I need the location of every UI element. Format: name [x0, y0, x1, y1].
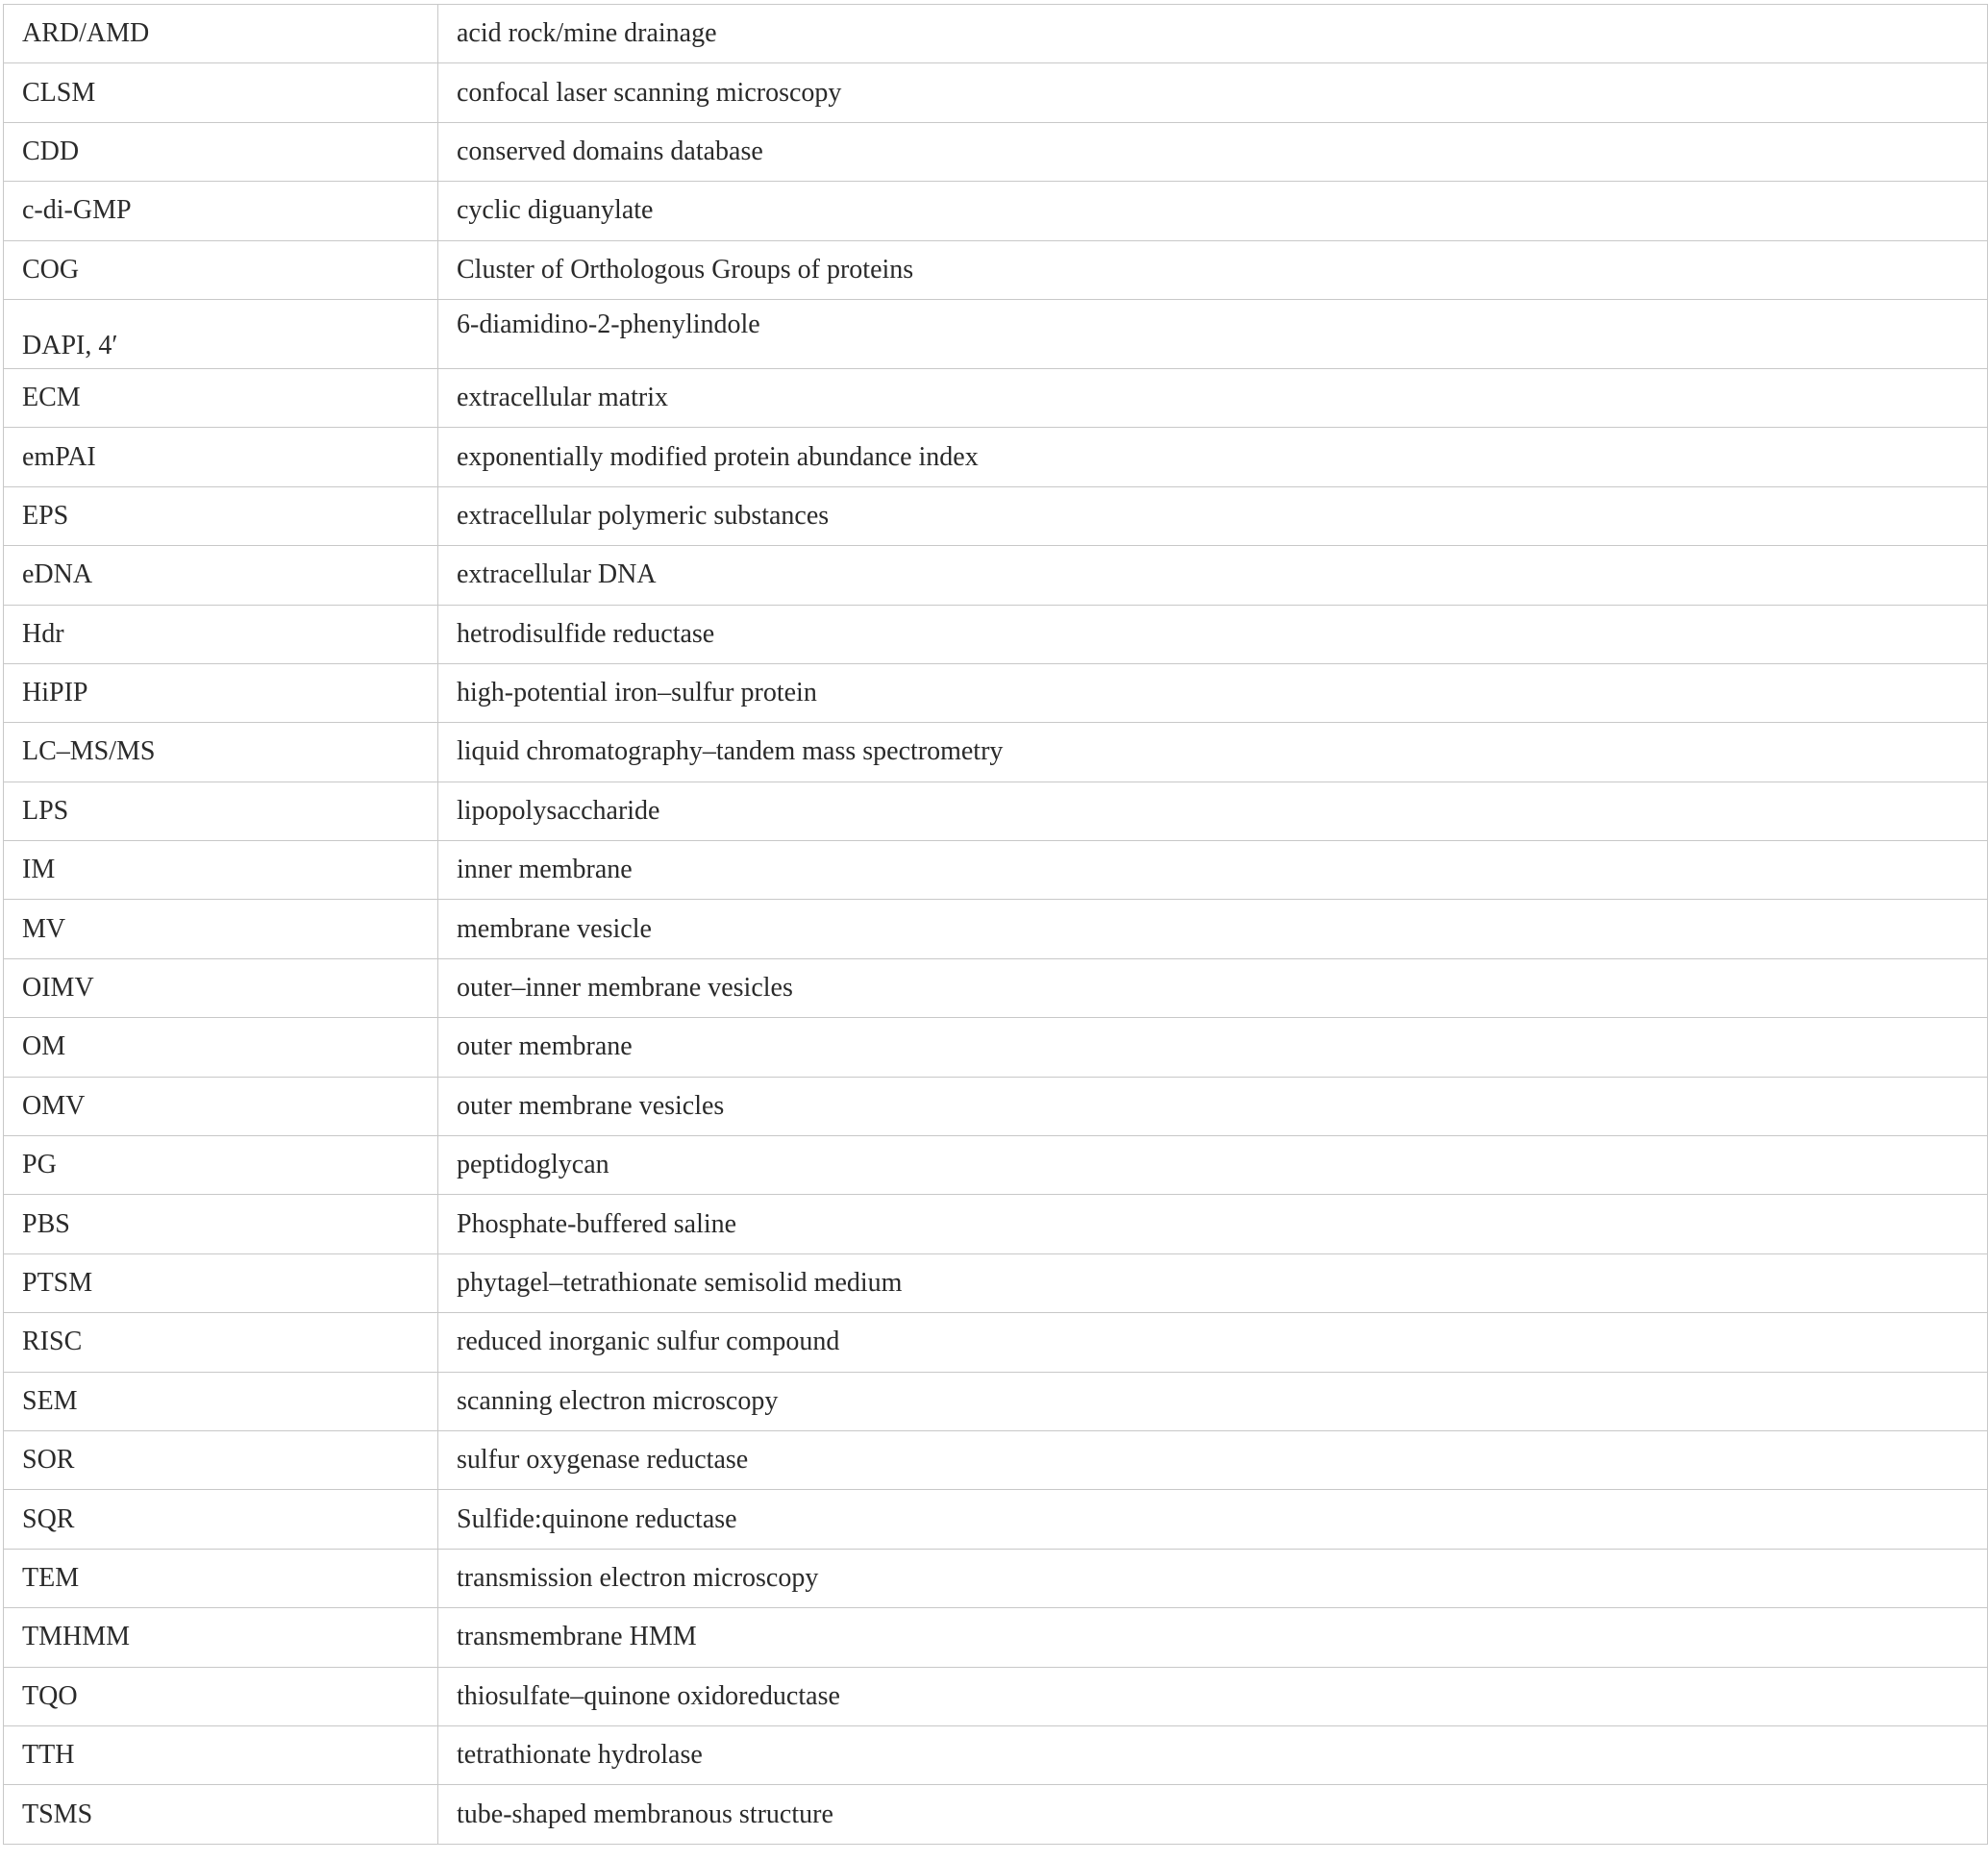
table-row [4, 1372, 1988, 1430]
table-row [4, 63, 1988, 122]
table-row [4, 1667, 1988, 1725]
definition-cell: scanning electron microscopy [438, 1372, 1988, 1430]
definition-cell: tetrathionate hydrolase [438, 1725, 1988, 1784]
definition-cell: thiosulfate–quinone oxidoreductase [438, 1667, 1988, 1725]
abbreviation-cell: TEM [4, 1549, 438, 1607]
abbreviation-cell: OM [4, 1018, 438, 1077]
definition-cell: extracellular polymeric substances [438, 486, 1988, 545]
abbreviation-cell: TSMS [4, 1785, 438, 1844]
abbreviation-cell: Hdr [4, 605, 438, 663]
abbreviation-cell: emPAI [4, 428, 438, 486]
table-row [4, 1195, 1988, 1253]
definition-cell: phytagel–tetrathionate semisolid medium [438, 1253, 1988, 1312]
definition-cell: acid rock/mine drainage [438, 5, 1988, 63]
definition-cell: outer–inner membrane vesicles [438, 958, 1988, 1017]
table-row [4, 299, 1988, 368]
abbreviations-table [3, 4, 1988, 1845]
table-row [4, 1490, 1988, 1549]
table-row [4, 182, 1988, 240]
definition-cell: confocal laser scanning microscopy [438, 63, 1988, 122]
definition-cell: peptidoglycan [438, 1136, 1988, 1195]
table-row [4, 1136, 1988, 1195]
abbreviation-cell: SQR [4, 1490, 438, 1549]
definition-cell: liquid chromatography–tandem mass spectrometry [438, 723, 1988, 782]
definition-cell: 6-diamidino-2-phenylindole [438, 299, 1988, 368]
table-row [4, 841, 1988, 900]
abbreviation-cell: HiPIP [4, 663, 438, 722]
table-row [4, 1785, 1988, 1844]
definition-cell: transmembrane HMM [438, 1608, 1988, 1667]
abbreviation-cell: TMHMM [4, 1608, 438, 1667]
abbreviation-cell: TQO [4, 1667, 438, 1725]
table-row [4, 1430, 1988, 1489]
abbreviation-cell: SOR [4, 1430, 438, 1489]
abbreviation-cell: DAPI, 4′ [4, 299, 438, 368]
table-row [4, 546, 1988, 605]
abbreviation-cell: OIMV [4, 958, 438, 1017]
table-row [4, 1313, 1988, 1372]
abbreviation-cell: RISC [4, 1313, 438, 1372]
table-row [4, 1077, 1988, 1135]
definition-cell: hetrodisulfide reductase [438, 605, 1988, 663]
table-row [4, 663, 1988, 722]
table-row [4, 428, 1988, 486]
abbreviation-cell: ARD/AMD [4, 5, 438, 63]
abbreviation-cell: PG [4, 1136, 438, 1195]
definition-cell: extracellular DNA [438, 546, 1988, 605]
table-row [4, 782, 1988, 840]
abbreviation-cell: CLSM [4, 63, 438, 122]
abbreviation-cell: CDD [4, 122, 438, 181]
definition-cell: sulfur oxygenase reductase [438, 1430, 1988, 1489]
definition-cell: Phosphate-buffered saline [438, 1195, 1988, 1253]
abbreviation-cell: PTSM [4, 1253, 438, 1312]
definition-cell: extracellular matrix [438, 368, 1988, 427]
abbreviation-cell: IM [4, 841, 438, 900]
definition-cell: exponentially modified protein abundance index [438, 428, 1988, 486]
definition-cell: lipopolysaccharide [438, 782, 1988, 840]
abbreviation-cell: LPS [4, 782, 438, 840]
abbreviation-cell: LC–MS/MS [4, 723, 438, 782]
table-row [4, 1725, 1988, 1784]
definition-cell: outer membrane vesicles [438, 1077, 1988, 1135]
table-row [4, 1608, 1988, 1667]
definition-cell: outer membrane [438, 1018, 1988, 1077]
definition-cell: reduced inorganic sulfur compound [438, 1313, 1988, 1372]
abbreviation-cell: ECM [4, 368, 438, 427]
table-row [4, 368, 1988, 427]
table-row [4, 240, 1988, 299]
table-row [4, 1018, 1988, 1077]
definition-cell: tube-shaped membranous structure [438, 1785, 1988, 1844]
abbreviation-cell: TTH [4, 1725, 438, 1784]
abbreviation-cell: SEM [4, 1372, 438, 1430]
definition-cell: transmission electron microscopy [438, 1549, 1988, 1607]
abbreviation-cell: PBS [4, 1195, 438, 1253]
definition-cell: Sulfide:quinone reductase [438, 1490, 1988, 1549]
abbreviation-cell: eDNA [4, 546, 438, 605]
table-row [4, 958, 1988, 1017]
definition-cell: high-potential iron–sulfur protein [438, 663, 1988, 722]
table-row [4, 605, 1988, 663]
abbreviation-cell: MV [4, 900, 438, 958]
definition-cell: conserved domains database [438, 122, 1988, 181]
table-row [4, 5, 1988, 63]
table-row [4, 122, 1988, 181]
abbreviation-cell: OMV [4, 1077, 438, 1135]
table-row [4, 900, 1988, 958]
definition-cell: cyclic diguanylate [438, 182, 1988, 240]
definition-cell: Cluster of Orthologous Groups of proteins [438, 240, 1988, 299]
table-row [4, 1549, 1988, 1607]
abbreviation-cell: c-di-GMP [4, 182, 438, 240]
abbreviation-cell: COG [4, 240, 438, 299]
table-body [4, 5, 1988, 1845]
abbreviation-cell: EPS [4, 486, 438, 545]
table-row [4, 486, 1988, 545]
definition-cell: inner membrane [438, 841, 1988, 900]
table-row [4, 723, 1988, 782]
definition-cell: membrane vesicle [438, 900, 1988, 958]
table-row [4, 1253, 1988, 1312]
